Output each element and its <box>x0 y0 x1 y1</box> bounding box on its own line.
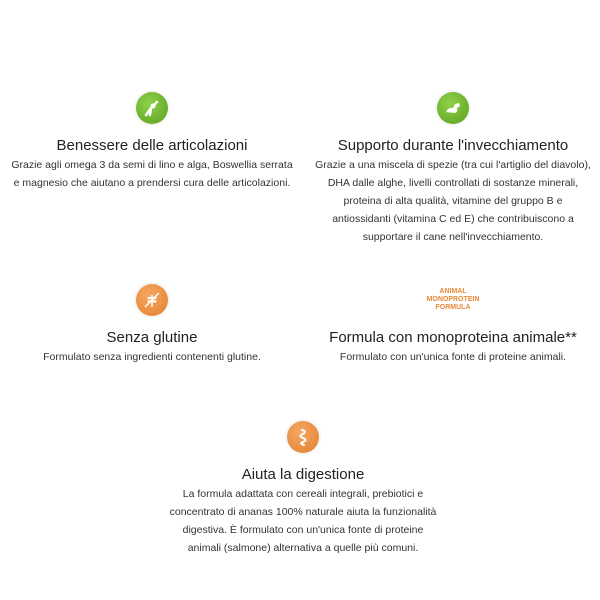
feature-title: Benessere delle articolazioni <box>56 137 248 154</box>
feature-digestion <box>150 421 456 557</box>
monoprotein-badge: ANIMAL MONOPROTEIN FORMULA <box>426 288 480 311</box>
feature-title: Aiuta la digestione <box>241 466 365 483</box>
senior-dog-icon <box>437 92 469 124</box>
gluten-free-icon <box>136 284 168 316</box>
feature-title: Senza glutine <box>106 329 198 346</box>
feature-joints <box>0 92 304 192</box>
feature-description: Formulato con un'unica fonte di proteine animali. <box>339 351 567 363</box>
feature-description: Formulato senza ingredienti contenenti glutine. <box>43 351 261 363</box>
feature-description: La formula adattata con cereali integrali, prebiotici e concentrato di ananas 100% naturale aiuta la funzionalità digestiva. È formulato con un'unica fonte di proteine animali (salmone) alternativa a quelle più comuni. <box>169 488 437 554</box>
feature-description: Grazie agli omega 3 da semi di lino e alga, Boswellia serrata e magnesio che aiutano a prendersi cura delle articolazioni. <box>11 159 293 189</box>
feature-monoprotein <box>300 284 600 366</box>
feature-aging <box>300 92 600 246</box>
feature-description: Grazie a una miscela di spezie (tra cui l'artiglio del diavolo), DHA dalle alghe, livelli controllati di sostanze minerali, proteina di alta qualità, vitamine del gruppo B e antiossidanti (vitamina C ed E) che contribuiscono a supportare il cane nell'invecchiamento. <box>315 159 591 243</box>
feature-title: Supporto durante l'invecchiamento <box>337 137 569 154</box>
feature-title: Formula con monoproteina animale** <box>329 329 577 346</box>
feature-gluten-free <box>0 284 304 366</box>
joint-icon <box>136 92 168 124</box>
digestion-icon <box>287 421 319 453</box>
